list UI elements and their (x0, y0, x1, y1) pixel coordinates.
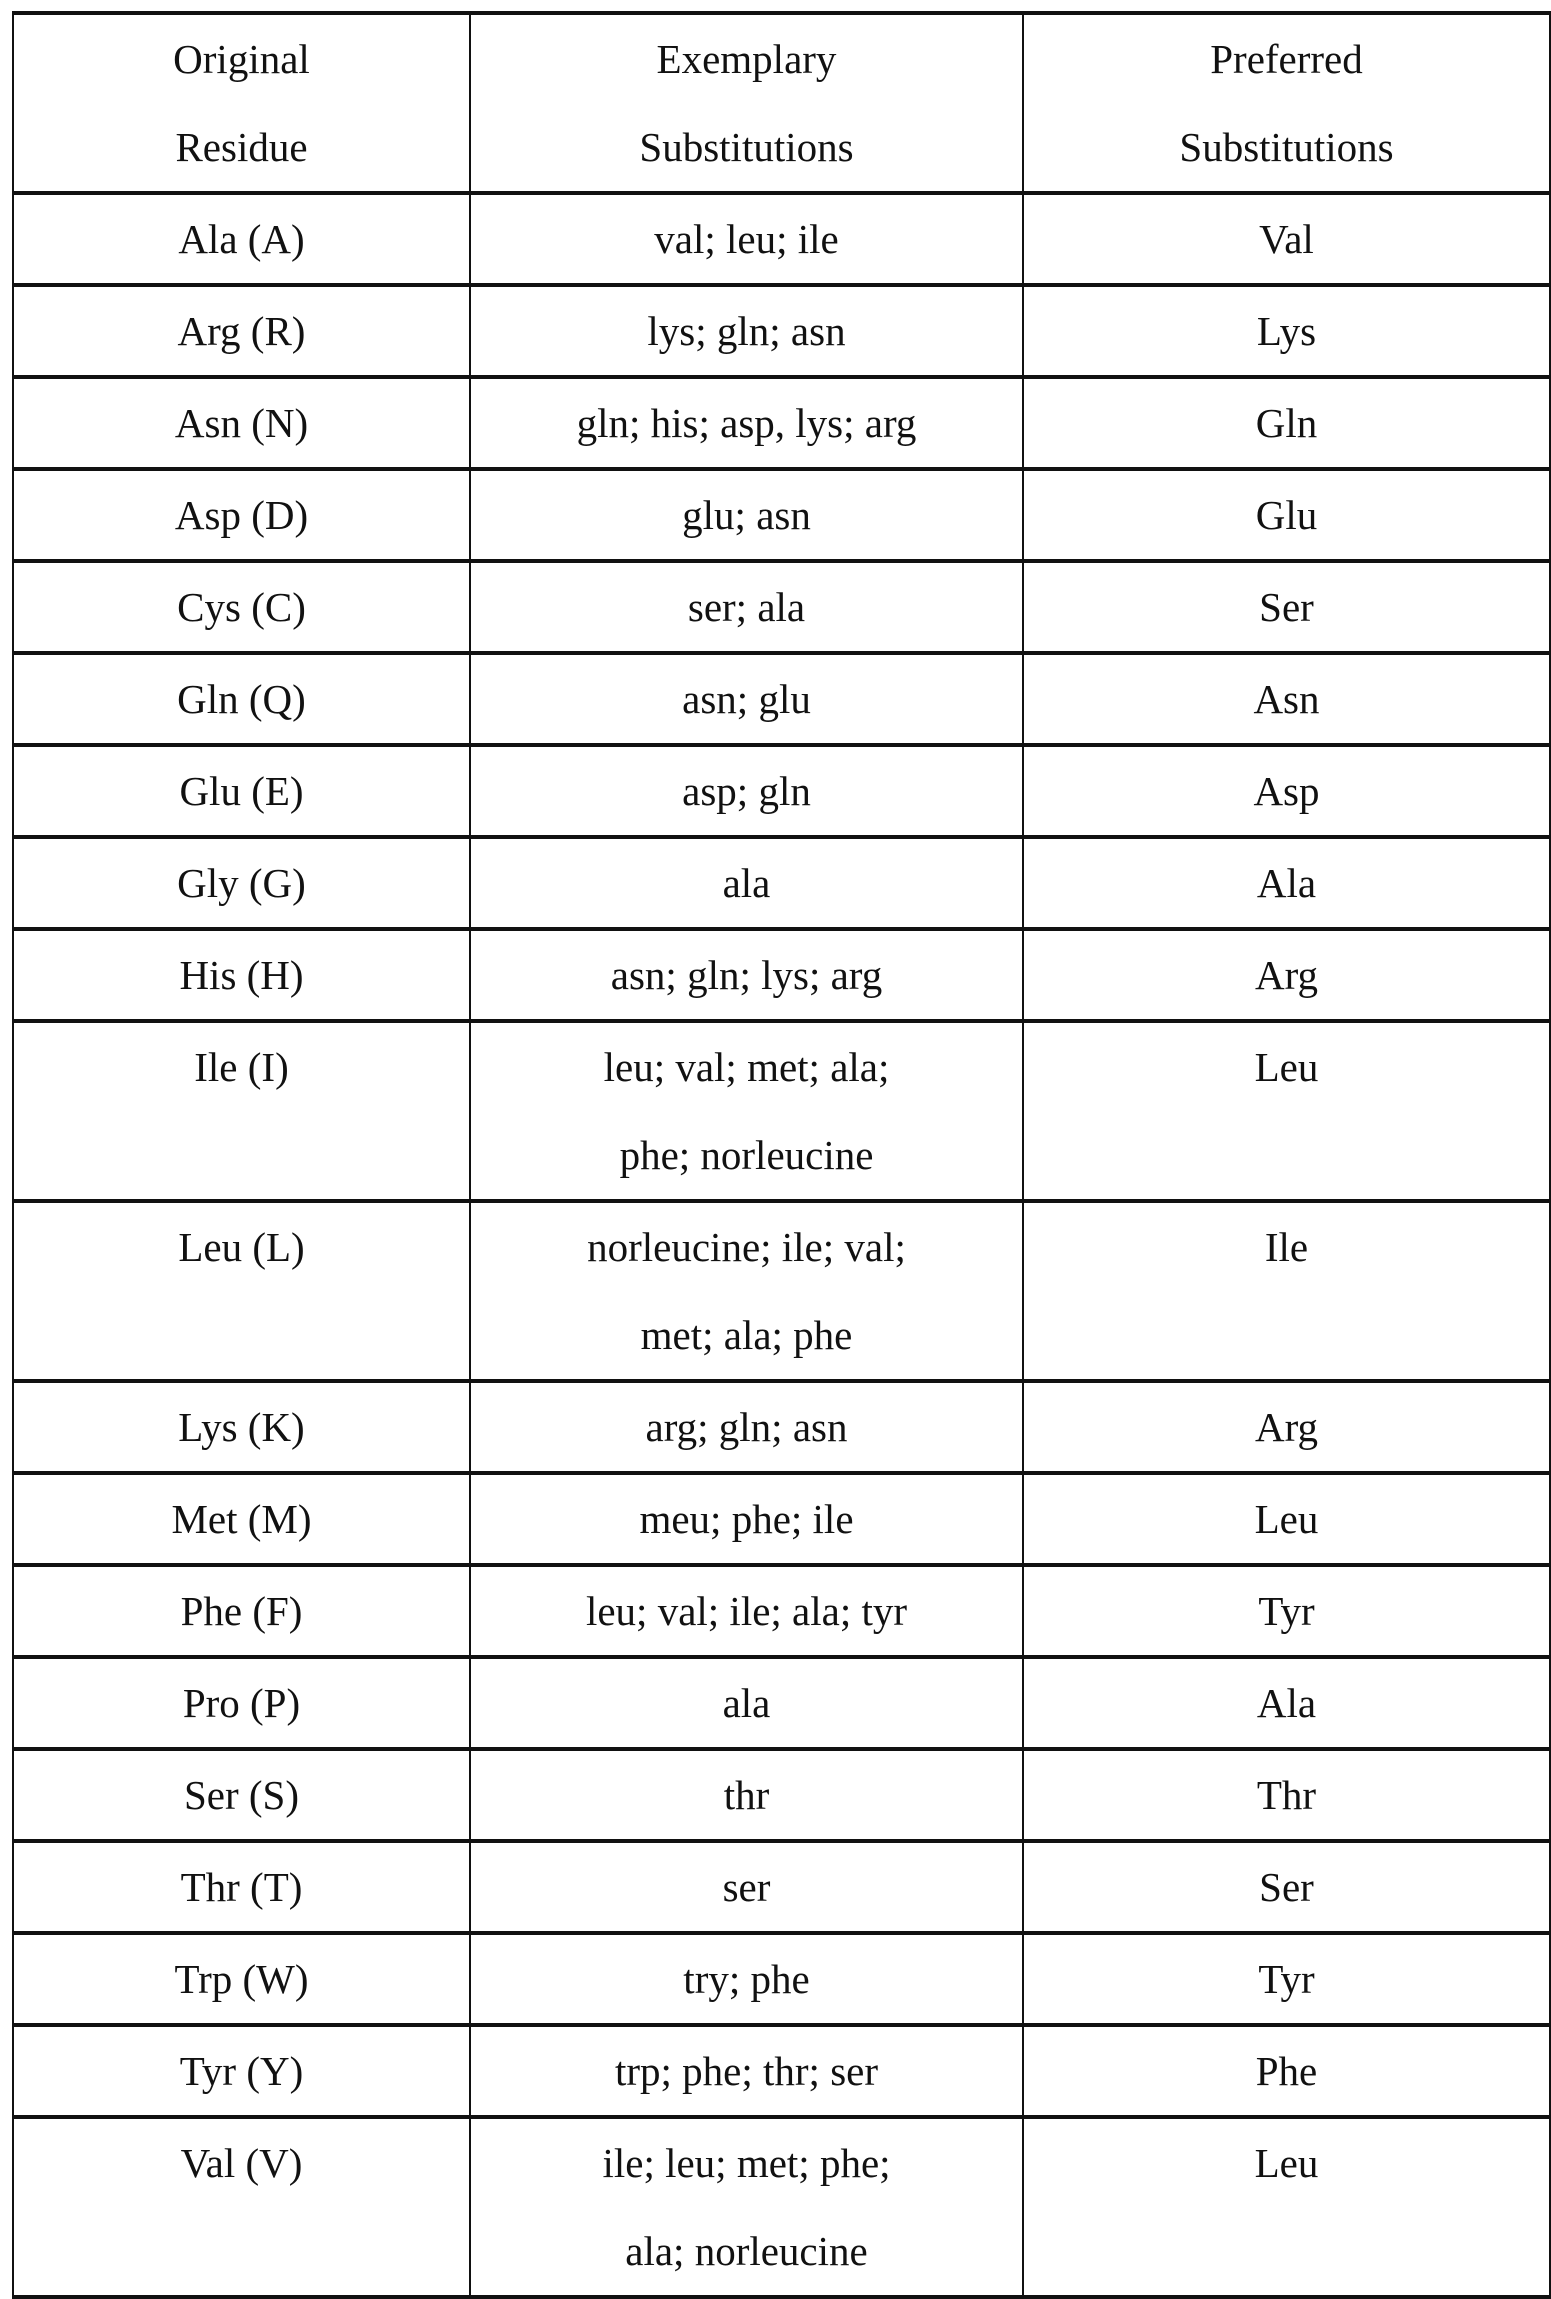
residue-cell-text: Asn (N) (14, 379, 469, 467)
exemplary-cell-text: norleucine; ile; val; (471, 1203, 1022, 1291)
residue-cell (13, 745, 470, 837)
table-row (13, 653, 1550, 745)
residue-cell-text: Glu (E) (14, 747, 469, 835)
exemplary-cell (470, 837, 1023, 929)
residue-cell (13, 1473, 470, 1565)
preferred-cell-text: Arg (1024, 931, 1549, 1019)
exemplary-cell-text: lys; gln; asn (471, 287, 1022, 375)
exemplary-cell-text: ala (471, 1659, 1022, 1747)
preferred-cell-text: Lys (1024, 287, 1549, 375)
exemplary-cell-text: ile; leu; met; phe; (471, 2119, 1022, 2207)
header-line: Substitutions (471, 103, 1022, 191)
exemplary-cell (470, 377, 1023, 469)
exemplary-cell (470, 1565, 1023, 1657)
exemplary-cell-text: ser; ala (471, 563, 1022, 651)
table-row (13, 1565, 1550, 1657)
residue-cell-text: Asp (D) (14, 471, 469, 559)
preferred-cell-text: Leu (1024, 2119, 1549, 2207)
header-line: Substitutions (1024, 103, 1549, 191)
exemplary-cell-text: asn; gln; lys; arg (471, 931, 1022, 1019)
header-line: Exemplary (471, 15, 1022, 103)
preferred-cell (1023, 1657, 1550, 1749)
preferred-cell (1023, 1749, 1550, 1841)
table-row (13, 1841, 1550, 1933)
table-row (13, 745, 1550, 837)
preferred-cell (1023, 1933, 1550, 2025)
preferred-cell (1023, 193, 1550, 285)
residue-cell-text: Ile (I) (14, 1023, 469, 1111)
table-row (13, 1201, 1550, 1381)
exemplary-cell-text: meu; phe; ile (471, 1475, 1022, 1563)
preferred-cell-text: Ala (1024, 839, 1549, 927)
preferred-cell-text: Glu (1024, 471, 1549, 559)
preferred-cell (1023, 1021, 1550, 1201)
exemplary-cell-text: met; ala; phe (471, 1291, 1022, 1379)
preferred-cell-text: Tyr (1024, 1567, 1549, 1655)
table-row (13, 193, 1550, 285)
exemplary-cell-text: thr (471, 1751, 1022, 1839)
residue-cell (13, 561, 470, 653)
residue-cell (13, 1021, 470, 1201)
preferred-cell-text: Ala (1024, 1659, 1549, 1747)
residue-cell-text: Trp (W) (14, 1935, 469, 2023)
residue-cell-text: Cys (C) (14, 563, 469, 651)
residue-cell (13, 193, 470, 285)
exemplary-cell-text: gln; his; asp, lys; arg (471, 379, 1022, 467)
exemplary-cell-text: leu; val; ile; ala; tyr (471, 1567, 1022, 1655)
preferred-cell (1023, 745, 1550, 837)
residue-cell-text: Gln (Q) (14, 655, 469, 743)
residue-cell (13, 1749, 470, 1841)
exemplary-cell-text: ala (471, 839, 1022, 927)
table-body (13, 193, 1550, 2297)
table-row (13, 285, 1550, 377)
residue-cell (13, 469, 470, 561)
residue-cell-text: Leu (L) (14, 1203, 469, 1291)
residue-cell-text: His (H) (14, 931, 469, 1019)
exemplary-cell-text: arg; gln; asn (471, 1383, 1022, 1471)
preferred-cell (1023, 285, 1550, 377)
header-exemplary-substitutions (470, 13, 1023, 193)
residue-cell (13, 837, 470, 929)
residue-cell-text: Gly (G) (14, 839, 469, 927)
residue-cell-text: Arg (R) (14, 287, 469, 375)
exemplary-cell-text: glu; asn (471, 471, 1022, 559)
header-original-residue (13, 13, 470, 193)
preferred-cell-text: Phe (1024, 2027, 1549, 2115)
preferred-cell-text: Asn (1024, 655, 1549, 743)
exemplary-cell (470, 1657, 1023, 1749)
table-row (13, 1657, 1550, 1749)
table-row (13, 1749, 1550, 1841)
exemplary-cell (470, 929, 1023, 1021)
preferred-cell (1023, 2117, 1550, 2297)
residue-cell (13, 2117, 470, 2297)
preferred-cell (1023, 653, 1550, 745)
exemplary-cell (470, 2117, 1023, 2297)
exemplary-cell (470, 469, 1023, 561)
residue-cell (13, 1201, 470, 1381)
table-row (13, 1933, 1550, 2025)
preferred-cell (1023, 1841, 1550, 1933)
residue-cell (13, 1381, 470, 1473)
preferred-cell-text: Ile (1024, 1203, 1549, 1291)
residue-cell (13, 1565, 470, 1657)
header-preferred-substitutions (1023, 13, 1550, 193)
exemplary-cell-text: try; phe (471, 1935, 1022, 2023)
residue-cell-text: Tyr (Y) (14, 2027, 469, 2115)
preferred-cell-text: Val (1024, 195, 1549, 283)
substitution-table (12, 11, 1551, 2299)
residue-cell (13, 653, 470, 745)
residue-cell-text: Thr (T) (14, 1843, 469, 1931)
exemplary-cell (470, 2025, 1023, 2117)
residue-cell-text: Val (V) (14, 2119, 469, 2207)
exemplary-cell-text: val; leu; ile (471, 195, 1022, 283)
preferred-cell-text: Gln (1024, 379, 1549, 467)
exemplary-cell-text: asp; gln (471, 747, 1022, 835)
residue-cell (13, 1657, 470, 1749)
residue-cell (13, 929, 470, 1021)
preferred-cell (1023, 1201, 1550, 1381)
table-row (13, 2117, 1550, 2297)
preferred-cell-text: Leu (1024, 1023, 1549, 1111)
preferred-cell-text: Ser (1024, 1843, 1549, 1931)
residue-cell-text: Phe (F) (14, 1567, 469, 1655)
preferred-cell (1023, 929, 1550, 1021)
table-row (13, 837, 1550, 929)
preferred-cell-text: Tyr (1024, 1935, 1549, 2023)
table-row (13, 469, 1550, 561)
residue-cell-text: Ala (A) (14, 195, 469, 283)
residue-cell-text: Pro (P) (14, 1659, 469, 1747)
header-line: Preferred (1024, 15, 1549, 103)
preferred-cell-text: Asp (1024, 747, 1549, 835)
exemplary-cell-text: leu; val; met; ala; (471, 1023, 1022, 1111)
preferred-cell (1023, 469, 1550, 561)
exemplary-cell (470, 285, 1023, 377)
exemplary-cell (470, 1841, 1023, 1933)
exemplary-cell (470, 1201, 1023, 1381)
exemplary-cell (470, 1021, 1023, 1201)
table-row (13, 1473, 1550, 1565)
residue-cell (13, 2025, 470, 2117)
residue-cell (13, 1841, 470, 1933)
exemplary-cell-text: trp; phe; thr; ser (471, 2027, 1022, 2115)
exemplary-cell-text: asn; glu (471, 655, 1022, 743)
exemplary-cell (470, 1933, 1023, 2025)
header-line: Residue (14, 103, 469, 191)
exemplary-cell (470, 193, 1023, 285)
exemplary-cell-text: phe; norleucine (471, 1111, 1022, 1199)
header-line: Original (14, 15, 469, 103)
table-row (13, 929, 1550, 1021)
preferred-cell (1023, 561, 1550, 653)
residue-cell-text: Met (M) (14, 1475, 469, 1563)
exemplary-cell (470, 1749, 1023, 1841)
table-row (13, 1381, 1550, 1473)
exemplary-cell-text: ala; norleucine (471, 2207, 1022, 2295)
residue-cell (13, 285, 470, 377)
header-row (13, 13, 1550, 193)
exemplary-cell (470, 1381, 1023, 1473)
exemplary-cell (470, 653, 1023, 745)
preferred-cell-text: Leu (1024, 1475, 1549, 1563)
preferred-cell-text: Thr (1024, 1751, 1549, 1839)
exemplary-cell (470, 745, 1023, 837)
exemplary-cell-text: ser (471, 1843, 1022, 1931)
table-row (13, 561, 1550, 653)
preferred-cell-text: Ser (1024, 563, 1549, 651)
preferred-cell-text: Arg (1024, 1383, 1549, 1471)
residue-cell-text: Ser (S) (14, 1751, 469, 1839)
residue-cell (13, 377, 470, 469)
table-row (13, 2025, 1550, 2117)
exemplary-cell (470, 1473, 1023, 1565)
preferred-cell (1023, 1565, 1550, 1657)
residue-cell-text: Lys (K) (14, 1383, 469, 1471)
table-row (13, 377, 1550, 469)
residue-cell (13, 1933, 470, 2025)
preferred-cell (1023, 1473, 1550, 1565)
preferred-cell (1023, 837, 1550, 929)
exemplary-cell (470, 561, 1023, 653)
preferred-cell (1023, 377, 1550, 469)
table-row (13, 1021, 1550, 1201)
preferred-cell (1023, 2025, 1550, 2117)
preferred-cell (1023, 1381, 1550, 1473)
